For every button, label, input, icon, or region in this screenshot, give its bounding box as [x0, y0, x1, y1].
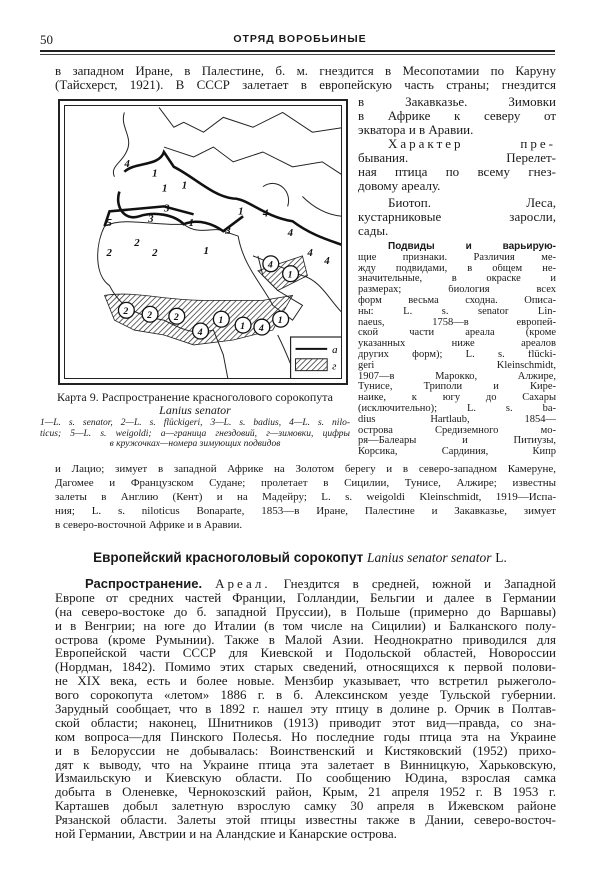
paragraph-sublabel: Ареал.: [215, 577, 271, 591]
text-line: (Тайсхерст, 1921). В СССР залетает в европейскую часть страны; гнездится: [55, 78, 556, 93]
text-line: в Африке к северу от: [358, 109, 556, 123]
map-legend-text: [40, 418, 350, 450]
text-line: щие признаки. Различия ме-: [358, 252, 556, 263]
winter-marker: [254, 319, 270, 335]
header-rule: [40, 50, 555, 55]
text-line: ря—Балеары и Питиузы,: [358, 436, 556, 447]
text-line: и в Белоруссии не добывалась: Воинственский и Кистяковский (1952) прихо-: [55, 743, 556, 758]
text-line: ской области; наконец, Шнитников (1913) приводит этот вид—правда, со зна-: [55, 715, 556, 730]
range-label: 3: [148, 213, 154, 226]
range-label: 3: [225, 225, 231, 238]
winter-marker: [283, 266, 299, 282]
range-label: 1: [203, 244, 209, 257]
text-line: жду подвидами, в общем не-: [358, 263, 556, 274]
text-line: в северо-восточной Африке и в Аравии.: [55, 519, 243, 531]
text-line: наике, к югу до Сахары: [358, 393, 556, 404]
caption-title: Карта 9. Распространение красноголового сорокопута: [57, 390, 333, 404]
range-label: 2: [152, 246, 158, 259]
legend-line: 1—L. s. senator, 2—L. s. flückigeri, 3—L. s. badius, 4—L. s. nilo-: [40, 418, 350, 428]
winter-label: 1: [240, 321, 246, 333]
winter-marker: [213, 311, 229, 327]
text-line: довому ареалу.: [358, 179, 441, 193]
text-line: острова Средиземного мо-: [358, 425, 556, 436]
section-heading: [0, 550, 600, 566]
range-label: 2: [106, 246, 112, 259]
text-line: Биотоп. Леса,: [388, 196, 556, 210]
text-line: Европе от средних частей Франции, Голландии, Бельгии и далее в Германии: [55, 590, 556, 605]
text-line: вого сорокопута «летом» 1886 г. в б. Алексинском уезде Тульской губернии.: [55, 688, 556, 703]
range-label: 4: [287, 227, 294, 240]
range-border-north: [124, 152, 342, 246]
text-line: (на северо-востоке до б. западной Пруссии), в Польше (примерно до Варшавы): [55, 604, 556, 619]
text-line: ной Германии, Австрии и на Аландские и Канарские острова.: [55, 827, 397, 841]
caption-species: Lanius senator: [159, 402, 231, 417]
winter-label: 4: [258, 323, 264, 335]
winter-label: 1: [287, 269, 293, 281]
winter-marker: [118, 302, 134, 318]
paragraph-label: Распространение.: [85, 577, 203, 591]
text-line: Дагомее и Французском Судане; пролетает в Сицилии, Тунисе, Алжире; известны: [55, 477, 556, 489]
winter-marker: [193, 323, 209, 339]
text-line: ны: L. s. senator Lin-: [358, 306, 556, 317]
section-latin-name: Lanius senator senator: [367, 550, 492, 565]
winter-marker: [169, 308, 185, 324]
text-line: (Нордман, 1842). Помимо этих старых сведений, относящихся к первой полови-: [55, 660, 556, 675]
text-line: Измаильскую и Киевскую области. По сообщению Юдина, взрослая самка: [55, 771, 556, 786]
text-line: добыта в Оленевке, Чернокозский район, Крым, 21 апреля 1952 г. В 1953 г.: [55, 785, 556, 800]
subspecies-column: [358, 242, 556, 458]
winter-marker: [235, 317, 251, 333]
winter-label: 1: [277, 315, 283, 327]
map-legend: [291, 337, 342, 379]
range-label: 2: [134, 236, 140, 249]
text-line: Европейской части СССР для Киевской и Подольской областей, Новороссии: [55, 646, 556, 661]
text-line: ния; L. s. niloticus Bonaparte, 1853—в Иране, Палестине и Закавказье, зимует: [55, 505, 556, 517]
winter-label: 2: [173, 312, 179, 324]
text-line: Рязанской области. Залеты этой птицы известны также в Дании, северо-восточ-: [55, 813, 556, 828]
text-line: dius Hartlaub, 1854—: [358, 414, 556, 425]
range-label: 3: [163, 202, 170, 215]
legend-line: ticus; 5—L. s. weigoldi; а—граница гнездовий, г—зимовки, цифры: [40, 428, 350, 439]
text-line: не XIX века, есть и более новые. Мензбир указывает, что встретил рыжеголо-: [55, 674, 556, 689]
text-line: бывания. Перелет-: [358, 151, 556, 165]
text-line: форм весьма сходна. Описа-: [358, 295, 556, 306]
range-label: 1: [238, 205, 244, 218]
text-line: naeus, 1758—в европей-: [358, 317, 556, 328]
winter-marker: [142, 306, 158, 322]
range-label: 1: [161, 182, 168, 195]
range-label: 4: [262, 207, 269, 220]
text-line: в Закавказье. Зимовки: [358, 95, 556, 109]
text-line: geri Kleinschmidt,: [358, 360, 556, 371]
text-line: дят к выводу, что на Украине птица эта залетает в Винницкую, Харьковскую,: [55, 757, 556, 772]
winter-label: 2: [123, 306, 129, 318]
text-line: залеты в Англию (Кент) и на Мадейру; L. s. weigoldi Kleinschmidt, 1919—Испа-: [55, 491, 556, 503]
text-line: указанных ниже ареалов: [358, 339, 556, 350]
section-author: L.: [495, 550, 507, 565]
right-column-text: [358, 95, 556, 238]
winter-marker: [263, 256, 279, 272]
legend-key-a: а: [332, 343, 338, 356]
text-line: значительные, в окраске и: [358, 274, 556, 285]
text-line: 1907—в Марокко, Алжире,: [358, 371, 556, 382]
winter-label: 4: [197, 327, 203, 339]
intro-paragraph: [55, 64, 556, 93]
text-line: [55, 577, 556, 591]
text-line: Подвиды и варьирую-: [388, 242, 556, 252]
range-map: [58, 99, 348, 385]
text-line: Карташев добыл залетную взрослую самку 30 апреля в Ижевском районе: [55, 799, 556, 814]
text-segment: Гнездится в средней, южной и Западной: [283, 577, 556, 591]
section-title: Европейский красноголовый сорокопут: [93, 550, 364, 565]
text-line: ком вопроса—для Пинского Полесья. Но последние годы птица эта на Украине: [55, 729, 556, 744]
map-drawing: [65, 106, 342, 379]
text-line: Характер пре-: [388, 137, 556, 151]
legend-key-g: г: [332, 360, 337, 373]
text-line: и в Венгрии; на юге до Италии (в том числе на Сицилии) и Балканского полу-: [55, 618, 556, 633]
text-line: других форм); L. s. flücki-: [358, 349, 556, 360]
text-line: и Лацио; зимует в западной Африке на Золотом берегу и в северо-западном Камеруне,: [55, 463, 556, 475]
winter-label: 1: [218, 315, 224, 327]
text-line: экватора и в Аравии.: [358, 123, 474, 137]
winter-label: 4: [267, 259, 273, 271]
text-line: сады.: [358, 224, 389, 238]
winter-marker: [273, 311, 289, 327]
text-line: (исключительно); L. s. ba-: [358, 403, 556, 414]
range-label: 1: [181, 179, 188, 192]
text-line: Тунисе, Триполи и Кире-: [358, 382, 556, 393]
range-label: 4: [307, 246, 313, 259]
legend-line: в кружочках—номера зимующих подвидов: [109, 439, 281, 449]
text-line: Корсика, Сардиния, Кипр: [358, 447, 556, 458]
text-line: размерах; биология всех: [358, 285, 556, 296]
range-label: 4: [124, 157, 130, 170]
text-line: кустарниковые заросли,: [358, 210, 556, 224]
text-line: острова (кроме Румынии). Также в Малой Азии. Неоднократно приводился для: [55, 632, 556, 647]
page-number: 50: [40, 32, 53, 47]
map-caption: [40, 391, 350, 416]
range-label: 1: [188, 217, 195, 230]
text-line: ная птица по всему гнез-: [358, 165, 556, 179]
range-label: 4: [324, 254, 330, 267]
range-label: 1: [152, 167, 158, 180]
subspecies-continuation: [55, 462, 556, 532]
text-line: в западном Иране, в Палестине, б. м. гнездится в Месопотамии по Каруну: [55, 64, 556, 78]
winter-label: 2: [147, 310, 153, 322]
text-line: Зарудный сообщает, что в 1892 г. нашел эту птицу в долине р. Орчик в Полтав-: [55, 702, 556, 716]
range-label: 5: [106, 217, 112, 230]
distribution-paragraph: [55, 577, 556, 841]
text-line: ской части ареала (кроме: [358, 328, 556, 339]
running-title: ОТРЯД ВОРОБЬИНЫЕ: [233, 33, 367, 45]
